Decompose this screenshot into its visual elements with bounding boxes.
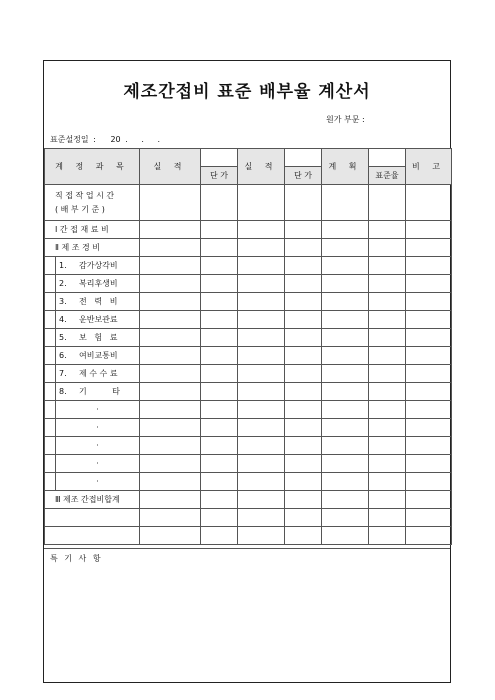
row-total: Ⅲ 제조 간접비합계 [45, 491, 140, 509]
table-row [45, 473, 452, 491]
table-row [45, 509, 452, 527]
set-date-label: 표준설정일 : [50, 135, 96, 144]
special-notes-box [44, 548, 450, 684]
item-label: 운반보관료 [79, 315, 118, 324]
row-item: 7. 제 수 수 료 [45, 365, 140, 383]
allocation-table [44, 148, 452, 545]
table-row [45, 293, 452, 311]
header-actual-1: 실 적 [140, 149, 201, 185]
item-label: 감가상각비 [79, 261, 118, 270]
row-blank-item: · [45, 437, 140, 455]
header-account: 계 정 과 목 [45, 149, 140, 185]
table-row [45, 527, 452, 545]
table-row [45, 221, 452, 239]
table-row [45, 329, 452, 347]
header-standard-rate: 표준율 [369, 167, 406, 185]
item-label: 여비교통비 [79, 351, 118, 360]
row-item: 5. 보 험 료 [45, 329, 140, 347]
table-row [45, 275, 452, 293]
header-unit-price-2: 단 가 [285, 167, 322, 185]
table-row [45, 383, 452, 401]
direct-hours-line-2: ( 배 부 기 준 ) [55, 204, 105, 214]
row-item: 1. 감가상각비 [45, 257, 140, 275]
row-mfg-expense: Ⅱ 제 조 경 비 [45, 239, 140, 257]
row-item: 2. 복리후생비 [45, 275, 140, 293]
row-item: 4. 운반보관료 [45, 311, 140, 329]
header-plan: 계 획 [322, 149, 369, 185]
item-label: 보 험 료 [79, 333, 118, 342]
table-row [45, 419, 452, 437]
item-label: 기 타 [79, 387, 120, 396]
table-row [45, 347, 452, 365]
row-indirect-material: Ⅰ 간 접 재 료 비 [45, 221, 140, 239]
header-remark: 비 고 [406, 149, 452, 185]
header-actual-2: 실 적 [238, 149, 285, 185]
special-notes-label: 특 기 사 항 [50, 554, 103, 563]
header-row-1 [45, 149, 452, 167]
form-frame [43, 60, 451, 683]
row-item: 6. 여비교통비 [45, 347, 140, 365]
standard-set-date [50, 134, 160, 145]
header-blank-3 [369, 149, 406, 167]
direct-hours-line-1: 직 접 작 업 시 간 [55, 190, 115, 200]
item-label: 제 수 수 료 [79, 369, 118, 378]
header-blank-1 [201, 149, 238, 167]
form-title: 제조간접비 표준 배부율 계산서 [123, 82, 371, 102]
row-direct-hours [45, 185, 140, 221]
item-label: 복리후생비 [79, 279, 118, 288]
table-row [45, 491, 452, 509]
table-row [45, 365, 452, 383]
table-row [45, 455, 452, 473]
cost-department-label: 원가 부문 : [326, 115, 365, 124]
row-blank-item: · [45, 455, 140, 473]
item-label: 전 력 비 [79, 297, 118, 306]
row-blank-item: · [45, 473, 140, 491]
table-row [45, 257, 452, 275]
header-blank-2 [285, 149, 322, 167]
header-unit-price-1: 단 가 [201, 167, 238, 185]
table-row [45, 239, 452, 257]
table-row [45, 185, 452, 221]
table-row [45, 437, 452, 455]
row-item: 8. 기 타 [45, 383, 140, 401]
set-date-value: 20 . . . [110, 135, 161, 144]
row-blank-item: · [45, 419, 140, 437]
table-row [45, 401, 452, 419]
table-row [45, 311, 452, 329]
row-item: 3. 전 력 비 [45, 293, 140, 311]
row-blank-item: · [45, 401, 140, 419]
